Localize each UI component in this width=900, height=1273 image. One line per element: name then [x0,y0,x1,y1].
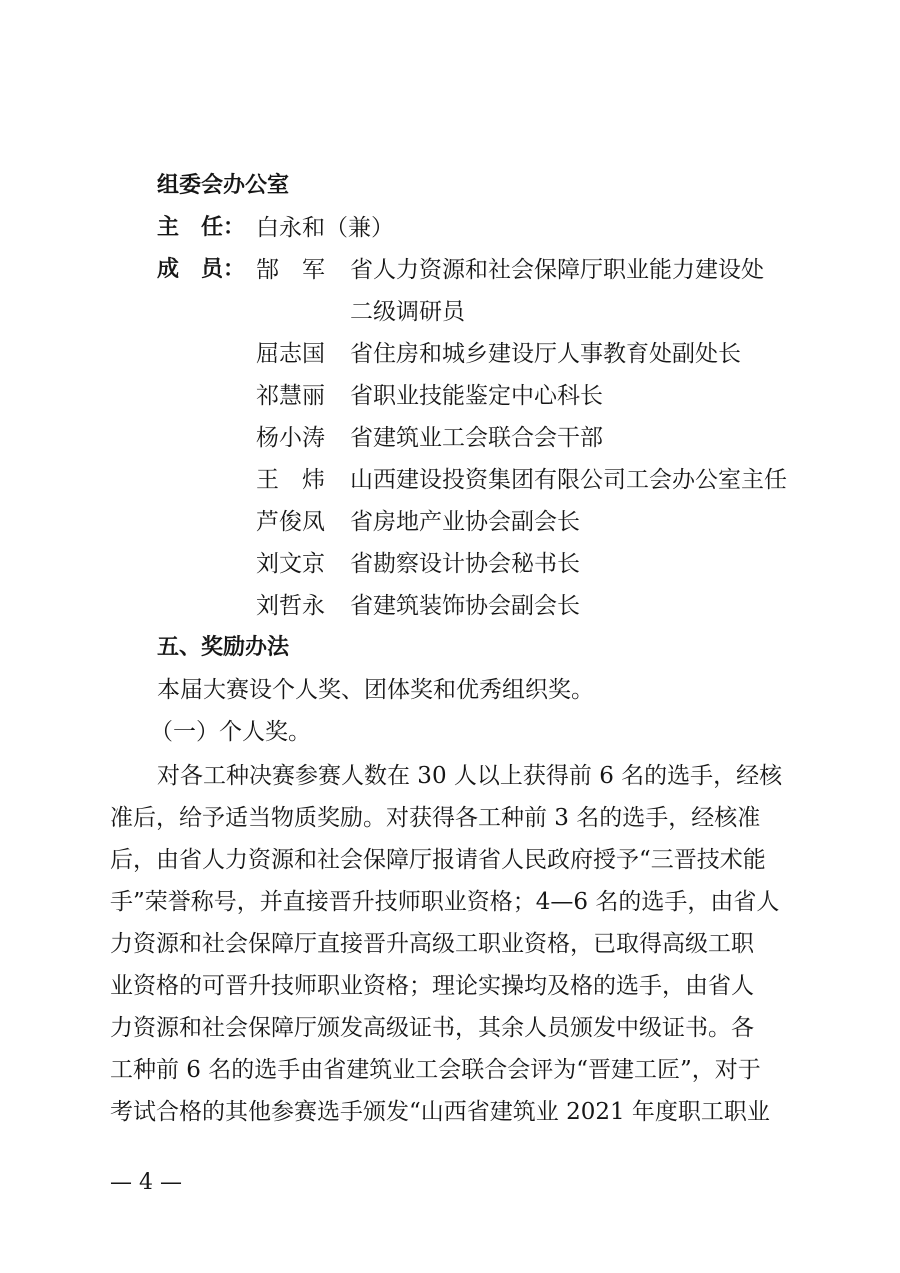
member-title: 省建筑业工会联合会干部 [350,425,603,451]
sub-heading: （一）个人奖。 [150,719,311,745]
section-intro: 本届大赛设个人奖、团体奖和优秀组织奖。 [157,677,594,703]
paragraph-line: 对各工种决赛参赛人数在 30 人以上获得前 6 名的选手，经核 [157,763,783,789]
paragraph-line: 力资源和社会保障厅颁发高级证书，其余人员颁发中级证书。各 [110,1015,754,1041]
member-name: 刘哲永 [256,593,325,619]
director-value: 白永和（兼） [256,215,394,241]
member-name: 祁慧丽 [256,383,325,409]
director-label: 主 任： [157,215,246,240]
member-name: 郜 军 [256,257,325,283]
member-title: 省建筑装饰协会副会长 [350,593,580,619]
paragraph-line: 力资源和社会保障厅直接晋升高级工职业资格，已取得高级工职 [110,931,754,957]
member-title: 省房地产业协会副会长 [350,509,580,535]
members-label: 成 员： [157,257,246,282]
member-title: 省住房和城乡建设厅人事教育处副处长 [350,341,741,367]
section-heading: 五、奖励办法 [157,635,290,660]
member-title: 省人力资源和社会保障厅职业能力建设处 [350,257,764,283]
member-title: 山西建设投资集团有限公司工会办公室主任 [350,467,787,493]
office-heading: 组委会办公室 [157,173,290,198]
paragraph-line: 工种前 6 名的选手由省建筑业工会联合会评为“晋建工匠”，对于 [110,1057,761,1083]
paragraph-line: 准后，给予适当物质奖励。对获得各工种前 3 名的选手，经核准 [110,805,761,831]
paragraph-line: 后，由省人力资源和社会保障厅报请省人民政府授予“三晋技术能 [110,847,766,873]
page-number: — 4 — [110,1170,182,1195]
paragraph-line: 业资格的可晋升技师职业资格；理论实操均及格的选手，由省人 [110,973,754,999]
member-name: 芦俊凤 [256,509,325,535]
member-name: 杨小涛 [256,425,325,451]
member-title: 省勘察设计协会秘书长 [350,551,580,577]
paragraph-line: 手”荣誉称号，并直接晋升技师职业资格；4—6 名的选手，由省人 [110,889,780,915]
member-name: 屈志国 [256,341,325,367]
member-title-continued: 二级调研员 [350,299,465,325]
member-name: 刘文京 [256,551,325,577]
member-title: 省职业技能鉴定中心科长 [350,383,603,409]
paragraph-line: 考试合格的其他参赛选手颁发“山西省建筑业 2021 年度职工职业 [110,1099,770,1125]
member-name: 王 炜 [256,467,325,493]
